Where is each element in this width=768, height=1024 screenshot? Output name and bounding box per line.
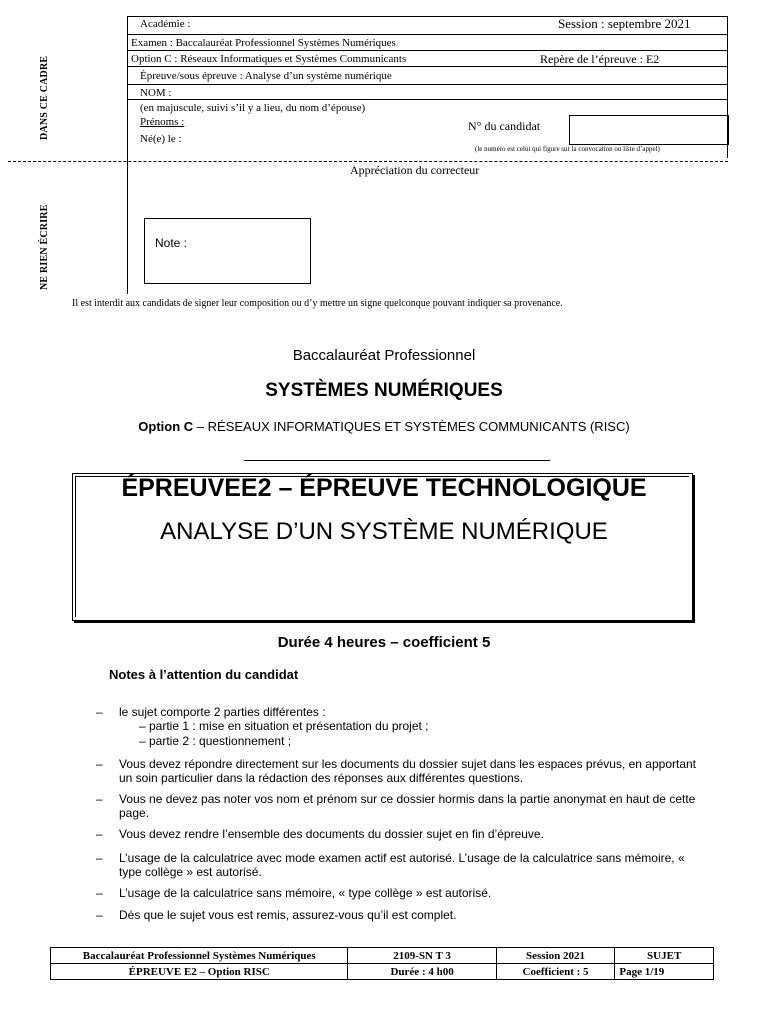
list-item: L’usage de la calculatrice avec mode examen actif est autorisé. L’usage de la calculatrice sans mémoire, « type collège » est autorisé. <box>119 851 685 879</box>
appreciation-label: Appréciation du correcteur <box>350 163 480 177</box>
bac-pro-title: Baccalauréat Professionnel <box>292 347 476 364</box>
list-dash: – <box>96 792 103 806</box>
list-dash: – <box>96 827 103 841</box>
header-row-divider <box>127 84 727 85</box>
footer-cell: Session 2021 <box>496 948 615 964</box>
footer-cell: Coefficient : 5 <box>496 964 615 980</box>
header-row-divider <box>127 50 727 51</box>
list-dash: – <box>96 908 103 922</box>
footer-row <box>51 964 714 980</box>
footer-cell: SUJET <box>615 948 714 964</box>
candidat-number-label: N° du candidat <box>468 119 541 133</box>
footer-cell: Durée : 4 h00 <box>348 964 496 980</box>
list-item: Vous ne devez pas noter vos nom et prénom sur ce dossier hormis dans la partie anonymat en haut de cette page. <box>119 792 696 820</box>
list-item: Vous devez rendre l’ensemble des documents du dossier sujet en fin d’épreuve. <box>119 827 544 841</box>
interdit-notice: Il est interdit aux candidats de signer leur composition ou d’y mettre un signe quelconque pouvant indiquer sa provenance. <box>72 298 563 309</box>
footer-cell: Page 1/19 <box>615 964 714 980</box>
examen-text: Examen : Baccalauréat Professionnel Systèmes Numériques <box>131 37 396 49</box>
nom-label: NOM : <box>140 87 172 99</box>
candidat-hint: (le numéro est celui qui figure sur la convocation ou liste d’appel) <box>475 145 660 153</box>
list-item: Dès que le sujet vous est remis, assurez-vous qu’il est complet. <box>119 908 457 922</box>
cut-line <box>8 161 728 162</box>
footer-cell: ÉPREUVE E2 – Option RISC <box>51 964 348 980</box>
repere-text: Repère de l’épreuve : E2 <box>540 52 660 66</box>
footer-cell: Baccalauréat Professionnel Systèmes Numériques <box>51 948 348 964</box>
header-row-divider <box>127 34 727 35</box>
list-item: le sujet comporte 2 parties différentes : <box>119 705 326 719</box>
title-separator <box>244 460 550 461</box>
note-label: Note : <box>155 236 188 250</box>
footer-cell: 2109-SN T 3 <box>348 948 496 964</box>
option-prefix: Option C <box>138 419 194 434</box>
candidate-number-field[interactable] <box>569 115 729 145</box>
epreuve-sous-text: Épreuve/sous épreuve : Analyse d’un système numérique <box>140 70 392 82</box>
notes-heading: Notes à l’attention du candidat <box>109 667 299 682</box>
epreuve-title: ÉPREUVEE2 – ÉPREUVE TECHNOLOGIQUE <box>121 474 647 502</box>
prenoms-label: Prénoms : <box>140 116 185 128</box>
academie-label: Académie : <box>140 18 191 30</box>
list-dash: – <box>96 851 103 865</box>
note-box[interactable] <box>144 218 311 284</box>
option-text: Option C : Réseaux Informatiques et Systèmes Communicants <box>131 53 407 65</box>
footer-row <box>51 948 714 964</box>
list-dash: – <box>96 886 103 900</box>
list-dash: – <box>96 705 103 719</box>
option-line <box>0 419 768 434</box>
option-name: – RÉSEAUX INFORMATIQUES ET SYSTÈMES COMMUNICANTS (RISC) <box>193 419 630 434</box>
sub-list-item: – partie 1 : mise en situation et présentation du projet ; <box>139 719 429 733</box>
nom-hint: (en majuscule, suivi s’il y a lieu, du nom d’épouse) <box>140 102 366 114</box>
dans-ce-cadre-label: DANS CE CADRE <box>39 55 50 140</box>
footer-table <box>50 947 714 980</box>
systemes-title: SYSTÈMES NUMÉRIQUES <box>265 380 503 401</box>
session-text: Session : septembre 2021 <box>558 16 691 31</box>
header-row-divider <box>127 66 727 67</box>
header-row-divider <box>127 99 727 100</box>
sub-list-item: – partie 2 : questionnement ; <box>139 734 292 748</box>
ne-le-label: Né(e) le : <box>140 133 182 145</box>
list-item: L’usage de la calculatrice sans mémoire, « type collège » est autorisé. <box>119 886 492 900</box>
header-frame-left <box>127 16 128 294</box>
duree-coefficient: Durée 4 heures – coefficient 5 <box>277 634 491 651</box>
epreuve-subtitle: ANALYSE D’UN SYSTÈME NUMÉRIQUE <box>160 518 608 545</box>
list-item: Vous devez répondre directement sur les documents du dossier sujet dans les espaces prévus, en apportant un soin particulier dans la rédaction des réponses aux différentes questions. <box>119 757 697 785</box>
ne-rien-ecrire-label: NE RIEN ÉCRIRE <box>39 204 50 290</box>
list-dash: – <box>96 757 103 771</box>
